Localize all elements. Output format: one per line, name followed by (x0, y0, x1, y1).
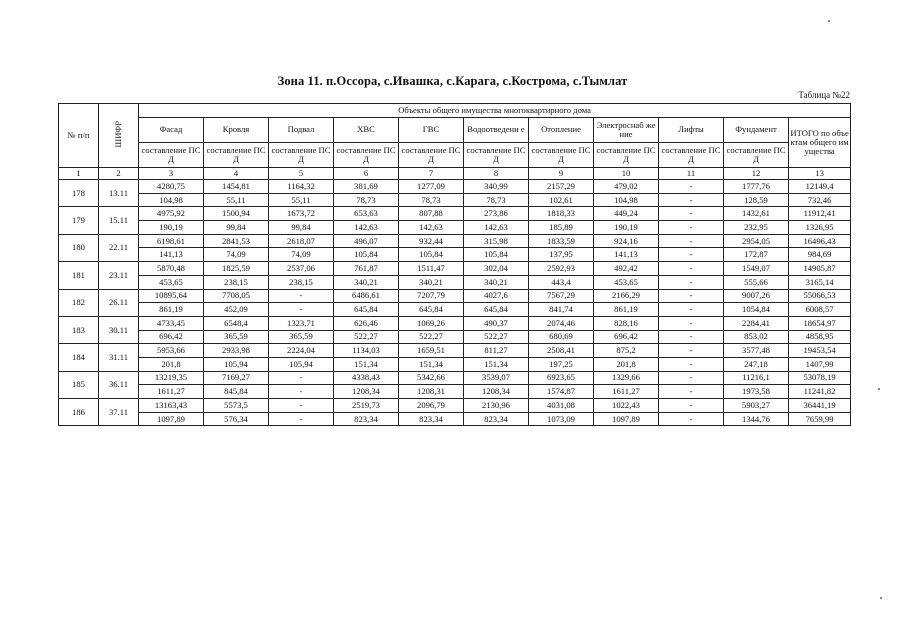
cell-value: 443,4 (529, 275, 594, 289)
cell-value: 6008,57 (789, 303, 851, 317)
cell-value: 696,42 (139, 330, 204, 344)
cell-value: 496,07 (334, 234, 399, 248)
cell-value: - (659, 357, 724, 371)
cell-value: 78,73 (464, 193, 529, 207)
cell-value: - (269, 412, 334, 426)
cell-value: 11912,41 (789, 207, 851, 221)
header-code-label: ШИФР (112, 121, 123, 148)
cell-value: 984,69 (789, 248, 851, 262)
cell-value: 492,42 (594, 262, 659, 276)
cell-value: 1432,61 (724, 207, 789, 221)
cell-value: - (659, 385, 724, 399)
cell-value: 5870,48 (139, 262, 204, 276)
table-row (59, 180, 851, 194)
cell-value: 626,46 (334, 316, 399, 330)
cell-value: 365,59 (269, 330, 334, 344)
cell-value: - (659, 234, 724, 248)
cell-value: 2074,46 (529, 316, 594, 330)
row-number: 185 (59, 371, 99, 398)
cell-value: 811,27 (464, 344, 529, 358)
table-row (59, 385, 851, 399)
cell-value: 201,8 (139, 357, 204, 371)
cell-value: 6486,61 (334, 289, 399, 303)
scan-speck (878, 388, 880, 390)
cell-value: 105,84 (399, 248, 464, 262)
column-number: 13 (789, 168, 851, 180)
property-cost-table (58, 103, 851, 426)
column-number: 10 (594, 168, 659, 180)
scan-speck (828, 20, 830, 22)
cell-value: - (269, 371, 334, 385)
cell-value: 2592,93 (529, 262, 594, 276)
cell-value: 172,87 (724, 248, 789, 262)
cell-value: 2519,73 (334, 399, 399, 413)
cell-value: 3539,07 (464, 371, 529, 385)
cell-value: 99,84 (269, 221, 334, 235)
column-number: 3 (139, 168, 204, 180)
cell-value: 9007,26 (724, 289, 789, 303)
column-number: 6 (334, 168, 399, 180)
cell-value: 1611,27 (594, 385, 659, 399)
cell-value: 653,63 (334, 207, 399, 221)
cell-value: 1097,89 (594, 412, 659, 426)
cell-value: 7708,05 (204, 289, 269, 303)
cell-value: 340,99 (464, 180, 529, 194)
cell-value: 10895,64 (139, 289, 204, 303)
cell-value: 128,59 (724, 193, 789, 207)
cell-value: 53078,19 (789, 371, 851, 385)
cell-value: 1825,59 (204, 262, 269, 276)
cell-value: 78,73 (334, 193, 399, 207)
cell-value: 142,63 (334, 221, 399, 235)
cell-value: 841,74 (529, 303, 594, 317)
cell-value: 696,42 (594, 330, 659, 344)
cell-value: 55,11 (204, 193, 269, 207)
cell-value: 381,69 (334, 180, 399, 194)
cell-value: 576,34 (204, 412, 269, 426)
row-number: 181 (59, 262, 99, 289)
document-title: Зона 11. п.Оссора, с.Ивашка, с.Карага, с.Кострома, с.Тымлат (277, 74, 628, 88)
cell-value: 1073,09 (529, 412, 594, 426)
cell-value: 7207,79 (399, 289, 464, 303)
cell-value: 105,94 (204, 357, 269, 371)
cell-value: - (659, 262, 724, 276)
subheader-psd: составление ПСД (464, 143, 529, 168)
table-row (59, 193, 851, 207)
cell-value: - (269, 399, 334, 413)
row-number: 182 (59, 289, 99, 316)
cell-value: 151,34 (464, 357, 529, 371)
cell-value: 1454,81 (204, 180, 269, 194)
cell-value: 2096,79 (399, 399, 464, 413)
cell-value: 732,46 (789, 193, 851, 207)
cell-value: 823,34 (464, 412, 529, 426)
cell-value: 1500,94 (204, 207, 269, 221)
cell-value: 5903,27 (724, 399, 789, 413)
subheader-psd: составление ПСД (399, 143, 464, 168)
cell-value: - (659, 193, 724, 207)
cell-value: - (269, 303, 334, 317)
header-npp: № п/п (59, 104, 99, 168)
cell-value: 1344,76 (724, 412, 789, 426)
cell-value: 36441,19 (789, 399, 851, 413)
cell-value: 4733,45 (139, 316, 204, 330)
cell-value: 1277,09 (399, 180, 464, 194)
cell-value: 6548,4 (204, 316, 269, 330)
cell-value: - (659, 180, 724, 194)
cell-value: 828,16 (594, 316, 659, 330)
cell-value: 273,86 (464, 207, 529, 221)
cell-value: 6198,61 (139, 234, 204, 248)
cell-value: 19453,54 (789, 344, 851, 358)
table-row (59, 221, 851, 235)
cell-value: 1208,31 (399, 385, 464, 399)
table-row (59, 316, 851, 330)
cell-value: 924,16 (594, 234, 659, 248)
cell-value: 761,87 (334, 262, 399, 276)
cell-value: 4280,75 (139, 180, 204, 194)
cell-value: 4975,92 (139, 207, 204, 221)
cell-value: 1777,76 (724, 180, 789, 194)
cell-value: 4027,6 (464, 289, 529, 303)
cell-value: 1973,58 (724, 385, 789, 399)
cell-value: 645,84 (399, 303, 464, 317)
cell-value: 861,19 (139, 303, 204, 317)
table-row (59, 234, 851, 248)
cell-value: 5953,66 (139, 344, 204, 358)
cell-value: 340,21 (334, 275, 399, 289)
table-row (59, 357, 851, 371)
column-header: Лифты (659, 118, 724, 143)
cell-value: 201,8 (594, 357, 659, 371)
cell-value: 104,98 (139, 193, 204, 207)
row-number: 186 (59, 399, 99, 426)
cell-value: 3165,14 (789, 275, 851, 289)
cell-value: 1208,34 (464, 385, 529, 399)
cell-value: 2157,29 (529, 180, 594, 194)
row-code: 30.11 (99, 316, 139, 343)
column-header: Водоотведени е (464, 118, 529, 143)
cell-value: 142,63 (399, 221, 464, 235)
cell-value: 142,63 (464, 221, 529, 235)
table-row (59, 399, 851, 413)
cell-value: 1407,99 (789, 357, 851, 371)
cell-value: 845,84 (204, 385, 269, 399)
cell-value: 2166,29 (594, 289, 659, 303)
cell-value: - (659, 275, 724, 289)
cell-value: - (659, 303, 724, 317)
cell-value: 452,09 (204, 303, 269, 317)
cell-value: - (659, 330, 724, 344)
cell-value: 104,98 (594, 193, 659, 207)
cell-value: 932,44 (399, 234, 464, 248)
cell-value: 875,2 (594, 344, 659, 358)
cell-value: 1208,34 (334, 385, 399, 399)
column-header: Подвал (269, 118, 334, 143)
cell-value: 74,09 (204, 248, 269, 262)
subheader-psd: составление ПСД (529, 143, 594, 168)
cell-value: 13219,35 (139, 371, 204, 385)
row-code: 36.11 (99, 371, 139, 398)
column-header: ГВС (399, 118, 464, 143)
cell-value: - (659, 412, 724, 426)
column-header: Отопление (529, 118, 594, 143)
subheader-psd: составление ПСД (659, 143, 724, 168)
cell-value: 1818,33 (529, 207, 594, 221)
cell-value: 7659,99 (789, 412, 851, 426)
cell-value: 2224,04 (269, 344, 334, 358)
cell-value: - (659, 289, 724, 303)
cell-value: 315,98 (464, 234, 529, 248)
table-row (59, 275, 851, 289)
cell-value: 11241,82 (789, 385, 851, 399)
cell-value: 137,95 (529, 248, 594, 262)
cell-value: 55066,53 (789, 289, 851, 303)
cell-value: 645,84 (334, 303, 399, 317)
row-code: 22.11 (99, 234, 139, 261)
cell-value: 1549,07 (724, 262, 789, 276)
cell-value: 1054,84 (724, 303, 789, 317)
cell-value: 16496,43 (789, 234, 851, 248)
table-row (59, 289, 851, 303)
cell-value: 74,09 (269, 248, 334, 262)
table-number: Таблица №22 (798, 90, 850, 100)
cell-value: 14905,87 (789, 262, 851, 276)
cell-value: 1574,87 (529, 385, 594, 399)
cell-value: 1659,51 (399, 344, 464, 358)
cell-value: - (269, 385, 334, 399)
cell-value: 5342,66 (399, 371, 464, 385)
column-number: 4 (204, 168, 269, 180)
cell-value: 99,84 (204, 221, 269, 235)
column-header: Электроснаб жение (594, 118, 659, 143)
cell-value: 479,02 (594, 180, 659, 194)
column-number: 9 (529, 168, 594, 180)
row-number: 184 (59, 344, 99, 371)
column-header: Кровля (204, 118, 269, 143)
column-header: Фасад (139, 118, 204, 143)
cell-value: 5573,5 (204, 399, 269, 413)
cell-value: 1511,47 (399, 262, 464, 276)
cell-value: 680,69 (529, 330, 594, 344)
cell-value: 190,19 (594, 221, 659, 235)
cell-value: - (659, 344, 724, 358)
cell-value: 1833,59 (529, 234, 594, 248)
cell-value: 105,84 (464, 248, 529, 262)
column-number: 2 (99, 168, 139, 180)
cell-value: 302,04 (464, 262, 529, 276)
cell-value: 12149,4 (789, 180, 851, 194)
cell-value: 238,15 (204, 275, 269, 289)
subheader-psd: составление ПСД (204, 143, 269, 168)
cell-value: - (659, 371, 724, 385)
table-row (59, 412, 851, 426)
cell-value: 861,19 (594, 303, 659, 317)
cell-value: 190,19 (139, 221, 204, 235)
cell-value: 238,15 (269, 275, 334, 289)
cell-value: - (659, 399, 724, 413)
cell-value: 645,84 (464, 303, 529, 317)
cell-value: 365,59 (204, 330, 269, 344)
cell-value: 7567,29 (529, 289, 594, 303)
cell-value: 247,18 (724, 357, 789, 371)
cell-value: 2284,41 (724, 316, 789, 330)
column-header: Фундамент (724, 118, 789, 143)
row-number: 180 (59, 234, 99, 261)
cell-value: 340,21 (464, 275, 529, 289)
column-number: 8 (464, 168, 529, 180)
cell-value: 78,73 (399, 193, 464, 207)
cell-value: 2130,96 (464, 399, 529, 413)
table-row (59, 371, 851, 385)
column-header: ХВС (334, 118, 399, 143)
row-code: 37.11 (99, 399, 139, 426)
cell-value: 2508,41 (529, 344, 594, 358)
subheader-psd: составление ПСД (724, 143, 789, 168)
column-header: ИТОГО по объектам общего имущества (789, 118, 851, 168)
cell-value: 151,34 (399, 357, 464, 371)
cell-value: 2954,05 (724, 234, 789, 248)
row-code: 13.11 (99, 180, 139, 207)
cell-value: 340,21 (399, 275, 464, 289)
cell-value: 7169,27 (204, 371, 269, 385)
cell-value: - (659, 207, 724, 221)
cell-value: 141,13 (139, 248, 204, 262)
cell-value: 185,89 (529, 221, 594, 235)
cell-value: 853,02 (724, 330, 789, 344)
cell-value: 1164,32 (269, 180, 334, 194)
subheader-psd: составление ПСД (334, 143, 399, 168)
cell-value: 2841,53 (204, 234, 269, 248)
cell-value: 13163,43 (139, 399, 204, 413)
column-number: 12 (724, 168, 789, 180)
cell-value: 4858,95 (789, 330, 851, 344)
cell-value: 1326,95 (789, 221, 851, 235)
table-row (59, 344, 851, 358)
cell-value: 490,37 (464, 316, 529, 330)
cell-value: 4338,43 (334, 371, 399, 385)
scan-speck (880, 597, 882, 599)
cell-value: 1611,27 (139, 385, 204, 399)
cell-value: 18654,97 (789, 316, 851, 330)
table-row (59, 303, 851, 317)
cell-value: 1022,43 (594, 399, 659, 413)
cell-value: 555,66 (724, 275, 789, 289)
cell-value: 453,65 (139, 275, 204, 289)
cell-value: 522,27 (334, 330, 399, 344)
cell-value: 1323,71 (269, 316, 334, 330)
cell-value: 6923,65 (529, 371, 594, 385)
cell-value: 823,34 (399, 412, 464, 426)
cell-value: 823,34 (334, 412, 399, 426)
cell-value: 1134,03 (334, 344, 399, 358)
table-row (59, 262, 851, 276)
row-code: 26.11 (99, 289, 139, 316)
header-code (99, 104, 139, 168)
cell-value: 2537,06 (269, 262, 334, 276)
table-row (59, 248, 851, 262)
cell-value: 2933,98 (204, 344, 269, 358)
cell-value: 1673,72 (269, 207, 334, 221)
cell-value: - (659, 316, 724, 330)
cell-value: 1329,66 (594, 371, 659, 385)
cell-value: 105,84 (334, 248, 399, 262)
cell-value: 105,94 (269, 357, 334, 371)
cell-value: - (269, 289, 334, 303)
cell-value: 4031,08 (529, 399, 594, 413)
row-number: 179 (59, 207, 99, 234)
cell-value: 522,27 (399, 330, 464, 344)
cell-value: 1097,89 (139, 412, 204, 426)
row-number: 183 (59, 316, 99, 343)
cell-value: 197,25 (529, 357, 594, 371)
row-code: 23.11 (99, 262, 139, 289)
cell-value: - (659, 221, 724, 235)
cell-value: 151,34 (334, 357, 399, 371)
subheader-psd: составление ПСД (594, 143, 659, 168)
header-group: Объекты общего имущества многоквартирного дома (139, 104, 851, 118)
cell-value: 102,61 (529, 193, 594, 207)
cell-value: 2618,07 (269, 234, 334, 248)
subheader-psd: составление ПСД (269, 143, 334, 168)
column-number: 11 (659, 168, 724, 180)
cell-value: 453,65 (594, 275, 659, 289)
table-row (59, 330, 851, 344)
column-number: 7 (399, 168, 464, 180)
column-number: 1 (59, 168, 99, 180)
cell-value: 522,27 (464, 330, 529, 344)
cell-value: 55,11 (269, 193, 334, 207)
table-row (59, 207, 851, 221)
cell-value: 449,24 (594, 207, 659, 221)
cell-value: 3577,48 (724, 344, 789, 358)
cell-value: 232,95 (724, 221, 789, 235)
row-code: 31.11 (99, 344, 139, 371)
cell-value: - (659, 248, 724, 262)
row-number: 178 (59, 180, 99, 207)
row-code: 15.11 (99, 207, 139, 234)
column-number: 5 (269, 168, 334, 180)
cell-value: 11216,1 (724, 371, 789, 385)
subheader-psd: составление ПСД (139, 143, 204, 168)
cell-value: 807,88 (399, 207, 464, 221)
cell-value: 1069,26 (399, 316, 464, 330)
cell-value: 141,13 (594, 248, 659, 262)
